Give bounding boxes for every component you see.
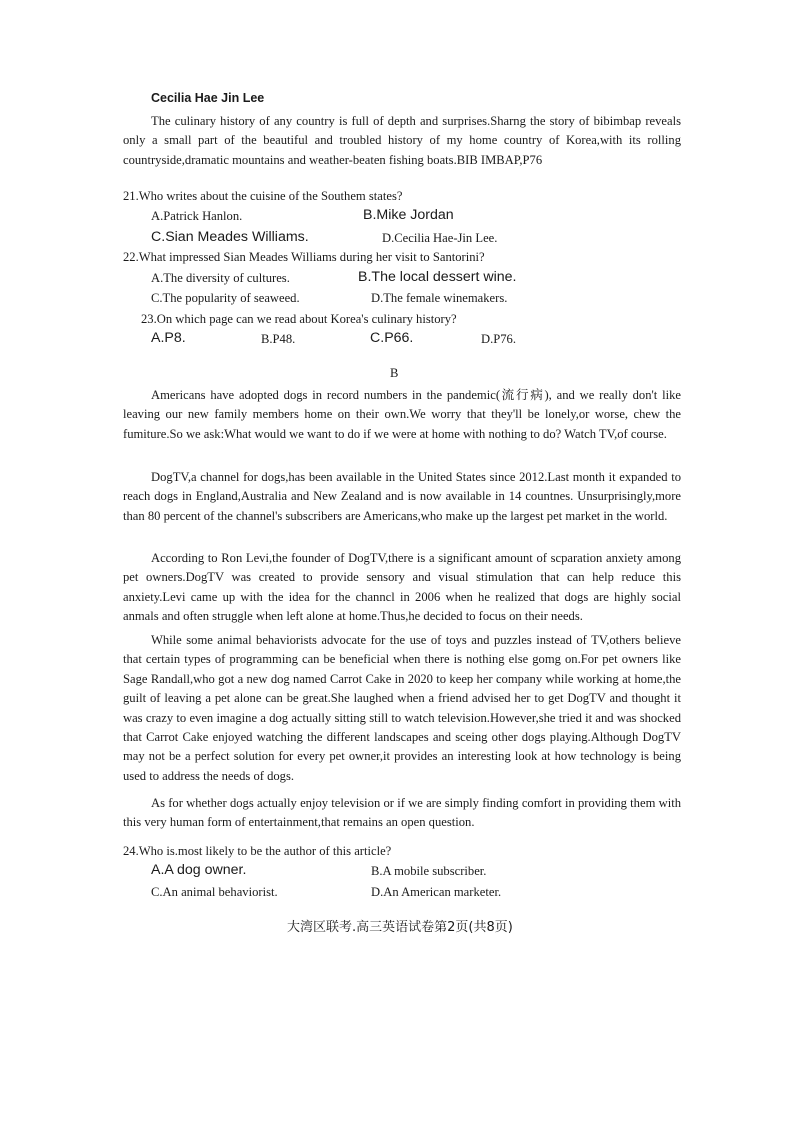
question-22-option-b: B.The local dessert wine. <box>358 269 517 285</box>
question-23-option-a: A.P8. <box>151 330 186 346</box>
question-24-option-a: A.A dog owner. <box>151 862 247 878</box>
question-24-stem: 24.Who is.most likely to be the author of this article? <box>123 844 392 858</box>
question-21-option-b: B.Mike Jordan <box>363 207 454 223</box>
section-label: B <box>390 366 399 380</box>
question-21-option-d: D.Cecilia Hae-Jin Lee. <box>382 231 498 245</box>
question-22-option-a: A.The diversity of cultures. <box>151 271 290 285</box>
question-24-option-b: B.A mobile subscriber. <box>371 864 487 878</box>
question-21-stem: 21.Who writes about the cuisine of the Southem states? <box>123 189 403 203</box>
question-22-option-c: C.The popularity of seaweed. <box>151 291 300 305</box>
question-23-stem: 23.On which page can we read about Korea's culinary history? <box>141 312 457 326</box>
intro-paragraph: The culinary history of any country is full of depth and surprises.Sharng the story of bibimbap reveals only a small part of the beautiful and troubled history of my home country of Korea,with its rolling countryside,dramatic mountains and weather-beaten fishing boats.BIB IMBAP,P76 <box>123 114 681 167</box>
question-24-option-d: D.An American marketer. <box>371 885 502 899</box>
passage-paragraph-2: DogTV,a channel for dogs,has been available in the United States since 2012.Last month it expanded to reach dogs in England,Australia and New Zealand and is now available in 14 countnes. Unsurprisingly,more than 80 percent of the channel's subscribers are Americans,who make up the largest pet market in the world. <box>123 470 681 523</box>
question-21-option-c: C.Sian Meades Williams. <box>151 229 309 245</box>
passage-paragraph-3: According to Ron Levi,the founder of DogTV,there is a significant amount of scparation anxiety among pet owners.DogTV was created to provide sensory and visual stimulation that can help reduce this anxiety.Levi came up with the idea for the channcl in 2006 when he realized that dogs are highly social anmals and often struggle when left alone at home.Thus,he decided to focus on their needs. <box>123 551 681 624</box>
question-21-option-a: A.Patrick Hanlon. <box>151 209 243 223</box>
question-22-stem: 22.What impressed Sian Meades Williams during her visit to Santorini? <box>123 250 485 264</box>
passage-paragraph-1: Americans have adopted dogs in record numbers in the pandemic(流行病), and we really don't like leaving our new family members home on their own.We worry that they'll be lonely,or worse, chew the fumiture.So we ask:What would we want to do if we were at home with nothing to do? Watch TV,of course. <box>123 388 681 441</box>
question-22-option-d: D.The female winemakers. <box>371 291 508 305</box>
question-24-option-c: C.An animal behaviorist. <box>151 885 278 899</box>
question-23-option-b: B.P48. <box>261 332 296 346</box>
question-23-option-d: D.P76. <box>481 332 516 346</box>
passage-paragraph-5: As for whether dogs actually enjoy television or if we are simply finding comfort in providing them with this very human form of entertainment,that remains an open question. <box>123 796 681 830</box>
author-heading: Cecilia Hae Jin Lee <box>151 91 265 105</box>
passage-paragraph-4: While some animal behaviorists advocate for the use of toys and puzzles instead of TV,others believe that certain types of programming can be beneficial when there is nothing else gomg on.For pet owners like Sage Randall,who got a new dog named Carrot Cake in 2020 to keep her company while working at home,the guilt of leaving a pet alone can be great.She laughed when a friend advised her to get DogTV and thought it was crazy to even imagine a dog actually sitting still to watch television.However,she tried it and was shocked that Carrot Cake enjoyed watching the different landscapes and sceing other dogs playing.Although DogTV may not be a perfect solution for every pet owner,it provides an interesting look at how technology is being used to address the needs of dogs. <box>123 633 681 783</box>
page-footer: 大湾区联考.高三英语试卷第2页(共8页) <box>287 920 513 935</box>
question-23-option-c: C.P66. <box>370 330 414 346</box>
